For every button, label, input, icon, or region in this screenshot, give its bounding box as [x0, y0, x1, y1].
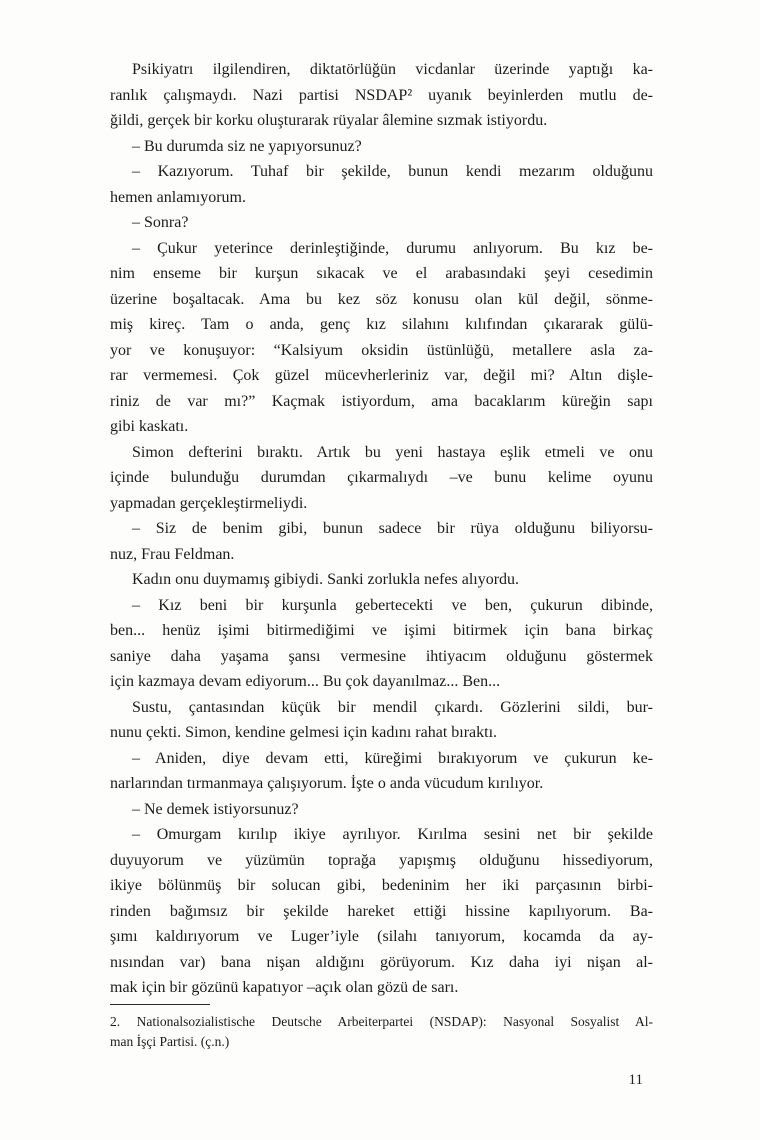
text-line: saniye daha yaşama şansı vermesine ihtiyacım olduğunu göstermek	[110, 647, 653, 665]
text-line: duyuyorum ve yüzümün toprağa yapışmış olduğunu hissediyorum,	[110, 851, 653, 869]
footnote-line: man İşçi Partisi. (ç.n.)	[110, 1034, 230, 1049]
text-line: – Bu durumda siz ne yapıyorsunuz?	[132, 137, 362, 155]
text-line: ğildi, gerçek bir korku oluşturarak rüyalar âlemine sızmak istiyordu.	[110, 112, 548, 129]
text-line: – Sonra?	[132, 214, 189, 231]
paragraph	[110, 210, 653, 236]
text-block	[110, 57, 653, 1001]
text-line: riniz de var mı?” Kaçmak istiyordum, ama bacaklarım küreğin sapı	[110, 392, 653, 410]
text-line: nunu çekti. Simon, kendine gelmesi için kadını rahat bıraktı.	[110, 724, 498, 741]
text-line: ben... henüz işimi bitirmediğimi ve işimi bitirmek için bana birkaç	[110, 622, 653, 639]
text-line: Psikiyatrı ilgilendiren, diktatörlüğün vicdanlar üzerinde yaptığı ka-	[132, 61, 653, 78]
text-line: – Çukur yeterince derinleştiğinde, durumu anlıyorum. Bu kız be-	[132, 239, 653, 257]
text-line: – Omurgam kırılıp ikiye ayrılıyor. Kırılma sesini net bir şekilde	[132, 826, 653, 843]
text-line: narlarından tırmanmaya çalışıyorum. İşte o anda vücudum kırılıyor.	[110, 775, 544, 792]
paragraph	[110, 593, 653, 695]
text-line: mak için bir gözünü kapatıyor –açık olan gözü de sarı.	[110, 979, 459, 996]
text-line: nuz, Frau Feldman.	[110, 545, 235, 563]
text-line: rar vermemesi. Çok güzel mücevherleriniz var, değil mi? Altın dişle-	[110, 367, 653, 384]
paragraph	[110, 746, 653, 797]
text-line: içinde bulunduğu durumdan çıkarmalıydı –ve bunu kelime oyunu	[110, 469, 653, 486]
text-line: Simon defterini bıraktı. Artık bu yeni hastaya eşlik etmeli ve onu	[132, 443, 653, 461]
text-line: miş kireç. Tam o anda, genç kız silahını kılıfından çıkararak gülü-	[110, 316, 653, 333]
text-line: Kadın onu duymamış gibiydi. Sanki zorlukla nefes alıyordu.	[132, 571, 520, 588]
text-line: hemen anlamıyorum.	[110, 188, 246, 206]
paragraph	[110, 159, 653, 210]
text-line: ranlık çalışmaydı. Nazi partisi NSDAP² uyanık beyinlerden mutlu de-	[110, 86, 653, 104]
text-line: ikiye bölünmüş bir solucan gibi, bedeninim her iki parçasının birbi-	[110, 877, 653, 894]
text-line: için kazmaya devam ediyorum... Bu çok dayanılmaz... Ben...	[110, 673, 501, 690]
footnote	[110, 1004, 653, 1052]
page-number: 11	[628, 1072, 643, 1088]
paragraph	[110, 134, 653, 160]
footnote-line: 2. Nationalsozialistische Deutsche Arbeiterpartei (NSDAP): Nasyonal Sosyalist Al-	[110, 1014, 653, 1029]
text-line: – Ne demek istiyorsunuz?	[132, 800, 299, 818]
text-line: – Kazıyorum. Tuhaf bir şekilde, bunun kendi mezarım olduğunu	[132, 163, 653, 180]
text-line: – Siz de benim gibi, bunun sadece bir rüya olduğunu biliyorsu-	[132, 520, 653, 537]
text-line: üzerine boşaltacak. Ama bu kez söz konusu olan kül değil, sönme-	[110, 290, 653, 308]
text-line: yor ve konuşuyor: “Kalsiyum oksidin üstünlüğü, metallere asla za-	[110, 341, 653, 359]
footnote-lines	[110, 1012, 653, 1052]
paragraph	[110, 822, 653, 1001]
text-line: rinden bağımsız bir şekilde hareket ettiği hissine kapılıyorum. Ba-	[110, 902, 653, 920]
text-line: yapmadan gerçekleştirmeliydi.	[110, 494, 308, 512]
footnote-rule	[110, 1004, 210, 1005]
paragraph	[110, 797, 653, 823]
paragraph	[110, 57, 653, 134]
text-line: Sustu, çantasından küçük bir mendil çıkardı. Gözlerini sildi, bur-	[132, 698, 653, 716]
text-line: nısından var) bana nişan aldığını görüyorum. Kız daha iyi nişan al-	[110, 953, 653, 971]
paragraph	[110, 236, 653, 440]
paragraph	[110, 695, 653, 746]
text-line: – Aniden, diye devam etti, küreğimi bırakıyorum ve çukurun ke-	[132, 749, 653, 767]
text-line: şımı kaldırıyorum ve Luger’iyle (silahı tanıyorum, kocamda da ay-	[110, 928, 653, 945]
paragraph	[110, 567, 653, 593]
text-line: – Kız beni bir kurşunla gebertecekti ve ben, çukurun dibinde,	[132, 596, 653, 614]
text-line: gibi kaskatı.	[110, 418, 189, 435]
text-line: nim enseme bir kurşun sıkacak ve el arabasındaki şeyi cesedimin	[110, 265, 653, 282]
paragraph	[110, 516, 653, 567]
paragraph	[110, 440, 653, 517]
